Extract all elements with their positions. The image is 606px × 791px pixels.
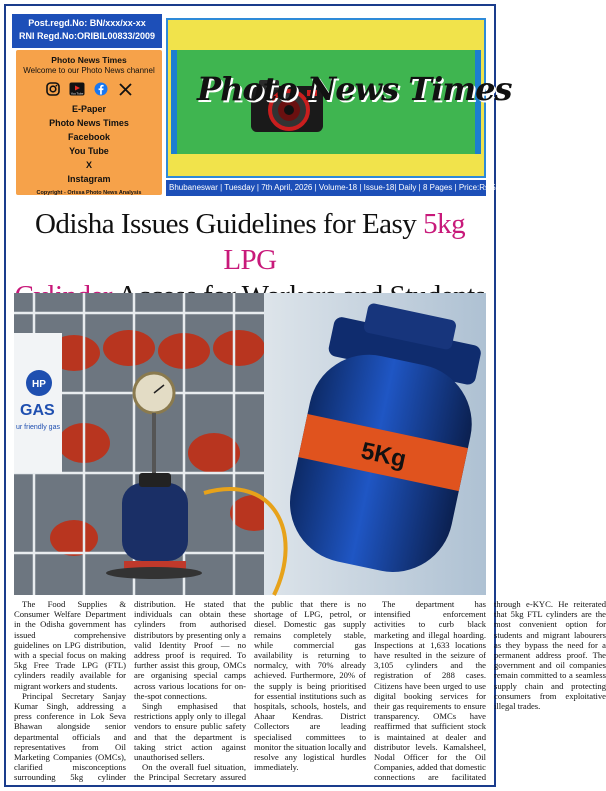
facebook-icon[interactable]: [94, 82, 108, 96]
copyright-text: Copyright - Orissa Photo News Analysis: [36, 190, 142, 196]
link-facebook[interactable]: Facebook: [67, 132, 110, 142]
article-paragraph: Principal Secretary Sanjay Kumar Singh, addressing a press conference in Lok Seva Bhawan alongside senior departmental officials and representatives from Oil Marketing Companies (OMCs), clarified misconceptions surrounding 5kg cylinder distribution. He stated that individuals can obtain these cylinders from authorised distributors by presenting only a valid Identity Proof — no address proof is required. To further assist this group, OMCs are organising special camps across various locations for on-the-spot connections.: [14, 599, 246, 783]
lead-photo: [14, 293, 486, 595]
masthead: [166, 18, 512, 178]
postal-registration: Post.regd.No: BN/xxx/xx-xx: [28, 18, 146, 28]
registration-box: [12, 14, 162, 48]
lpg-cylinders-image: [14, 293, 486, 595]
article-paragraph: The department has intensified enforcement activities to curb black marketing and illegal hoarding. Inspections at 1,633 locations have resulted in the seizure of 3,105 cylinders and the registration of 288 cases. Citizens have been urged to use digital booking services for their gas requirements to ensure transparency. OMCs have reaffirmed that sufficient stock is maintained at dealer and distributor levels. Kamalsheel, Nodal Officer for the Oil Companies, added that domestic connections are facilitated through e-KYC. He reiterated that 5kg FTL cylinders are the most convenient option for students and migrant labourers as they bypass the need for a permanent address proof. The government and oil companies remain committed to a seamless supply chain and protecting consumers from exploitative illegal trades.: [374, 599, 606, 783]
social-icons: [16, 81, 162, 97]
cylinder-label: 5Kg: [358, 437, 409, 474]
promo-links: [16, 102, 162, 186]
headline-part1: Odisha Issues Guidelines for Easy: [34, 208, 424, 240]
article-paragraph: Singh emphasised that restrictions apply only to illegal vendors to ensure public safety and that the department is taking strict action against unauthorised sellers.: [134, 701, 246, 763]
promo-subtitle: Welcome to our Photo News channel: [23, 66, 155, 75]
link-epaper[interactable]: E-Paper: [71, 104, 106, 114]
rni-registration: RNI Regd.No:ORIBIL00833/2009: [18, 31, 156, 41]
instagram-icon[interactable]: [46, 82, 60, 96]
link-x[interactable]: X: [85, 160, 92, 170]
article-body: [14, 599, 606, 787]
headline-accent-lpg: 5kg LPG: [223, 208, 466, 276]
sign-text: GAS: [20, 402, 55, 419]
x-icon[interactable]: [118, 82, 132, 96]
promo-box: [16, 50, 162, 195]
promo-title: Photo News Times: [51, 55, 127, 65]
edition-line: Bhubaneswar | Tuesday | 7th April, 2026 | Volume-18 | Issue-18| Daily | 8 Pages | Price:Rs.5/-: [166, 180, 486, 196]
sign-tagline: ur friendly gas: [16, 424, 60, 431]
article-paragraph: On the overall fuel situation, the Principal Secretary assured the public that there is no shortage of LPG, petrol, or diesel. Domestic gas supply remains completely stable, while commercial gas availability is returning to normalcy, with 70% already achieved. Furthermore, 20% of the supply is being prioritised for essential institutions such as hospitals, schools, hostels, and Ahaar Kendras. District Collectors are leading specialised committees to monitor the situation locally and resolve any logistical hurdles immediately.: [134, 599, 366, 783]
masthead-banner: [171, 50, 512, 154]
link-photo-news-times[interactable]: Photo News Times: [49, 118, 129, 128]
article-paragraph: The Food Supplies & Consumer Welfare Department in the Odisha government has issued comprehensive guidelines on LPG distribution, with a special focus on making 5kg Free Trade LPG (FTL) cylinders readily available for migrant workers and students.: [14, 599, 126, 691]
masthead-title: Photo News Times: [197, 70, 512, 108]
sign-brand: HP: [32, 379, 46, 390]
youtube-icon-label: You Tube: [70, 91, 84, 96]
youtube-icon[interactable]: [70, 82, 84, 96]
link-youtube[interactable]: You Tube: [69, 146, 109, 156]
link-instagram[interactable]: Instagram: [67, 174, 111, 184]
